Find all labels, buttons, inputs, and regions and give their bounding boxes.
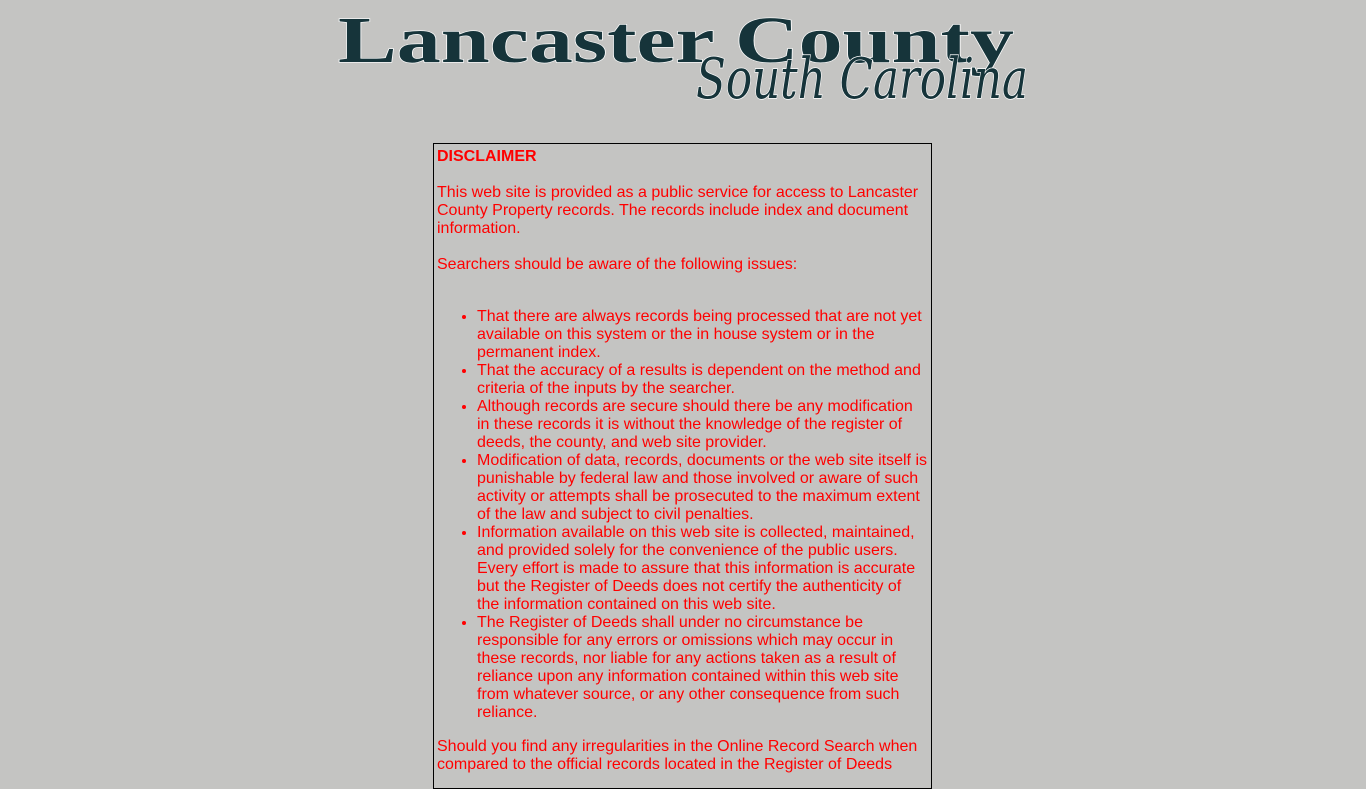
disclaimer-issues-lead: Searchers should be aware of the following issues: [437, 256, 798, 273]
logo-title: Lancaster County [338, 4, 1014, 77]
county-logo [336, 4, 1030, 112]
list-item: • Modification of data, records, documents or the web site itself is punishable by federal law and those involved or aware of such activity or attempts shall be prosecuted to the maximum extent of the law and subject to civil penalties. [477, 452, 927, 524]
list-item: • That the accuracy of a results is dependent on the method and criteria of the inputs by the searcher. [477, 362, 927, 398]
disclaimer-title: DISCLAIMER [437, 148, 537, 165]
logo-subtitle: South Carolina [696, 47, 1028, 112]
disclaimer-intro: This web site is provided as a public service for access to Lancaster County Property records. The records include index and document information. [437, 184, 919, 237]
county-logo-graphic [336, 4, 1030, 112]
disclaimer-panel [433, 143, 932, 789]
list-item: • That there are always records being processed that are not yet available on this system or the in house system or in the permanent index. [477, 308, 927, 362]
disclaimer-closing: Should you find any irregularities in the Online Record Search when compared to the official records located in the Register of Deeds [437, 738, 918, 773]
list-item: • The Register of Deeds shall under no circumstance be responsible for any errors or omissions which may occur in these records, nor liable for any actions taken as a result of reliance upon any information contained within this web site from whatever source, or any other consequence from such reliance. [477, 614, 927, 722]
list-item: • Information available on this web site is collected, maintained, and provided solely for the convenience of the public users. Every effort is made to assure that this information is accurate but the Register of Deeds does not certify the authenticity of the information contained on this web site. [477, 524, 927, 614]
issues-list [437, 308, 927, 722]
list-item: • Although records are secure should there be any modification in these records it is without the knowledge of the register of deeds, the county, and web site provider. [477, 398, 927, 452]
